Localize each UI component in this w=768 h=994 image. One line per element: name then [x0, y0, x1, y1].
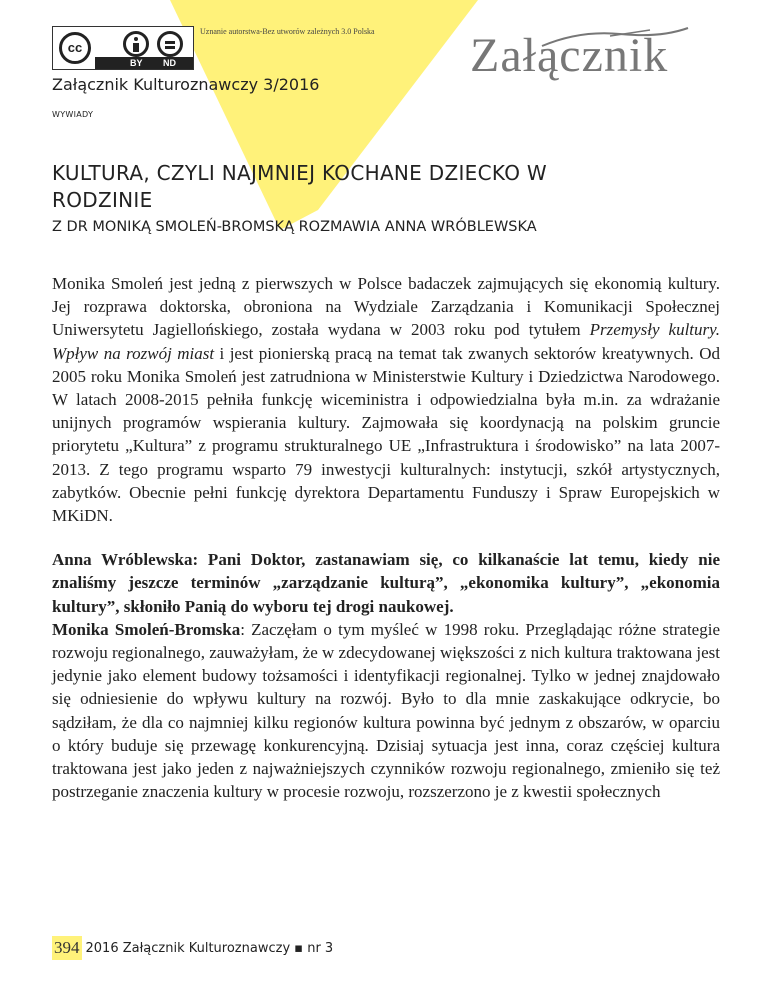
cc-icon: cc: [59, 32, 91, 64]
footer-label: 2016 Załącznik Kulturoznawczy ▪ nr 3: [85, 940, 334, 956]
answer-speaker: Monika Smoleń-Bromska: [52, 619, 241, 639]
question-text: Anna Wróblewska: Pani Doktor, zastanawiam się, co kilkanaście lat temu, kiedy nie znaliśmy jeszcze terminów „zarządzanie kulturą”, „ekonomika kultury”, „ekonomia kultury”, skłoniło Panią do wyboru tej drogi naukowej.: [52, 550, 720, 616]
interview-answer: [52, 618, 720, 804]
book-title: Przemysły kultury. Wpływ na rozwój miast: [52, 320, 720, 363]
journal-name: Załącznik Kulturoznawczy 3/2016: [52, 75, 320, 94]
intro-text-start: Monika Smoleń jest jedną z pierwszych w Polsce badaczek zajmujących się ekonomią kultury. Jej rozprawa doktorska, obroniona na Wydziale Zarządzania i Komunikacji Społecznej Uniwersytetu Jagiellońskiego, została wydana w 2003 roku pod tytułem: [52, 274, 720, 340]
article-subtitle: Z DR MONIKĄ SMOLEŃ-BROMSKĄ ROZMAWIA ANNA WRÓBLEWSKA: [52, 219, 537, 235]
page-number: 394: [52, 936, 82, 960]
answer-text: : Zaczęłam o tym myśleć w 1998 roku. Przeglądając różne strategie rozwoju regionalnego, zauważyłam, że w zdecydowanej większości z nich kultura traktowana jest jedynie jako element budowy tożsamości i identyfikacji regionalnej. Tylko w jednej znajdowało się odniesienie do wpływu kultury na rozwój. Było to dla mnie zaskakujące odkrycie, bo sądziłam, że dla co najmniej kilku regionów kultura powinna być jednym z obszarów, w oparciu o który buduje się przewagę konkurencyjną. Dzisiaj sytuacja jest inna, coraz częściej kultura traktowana jest jako jeden z najważniejszych czynników rozwoju regionalnego, zmieniło się też postrzeganie znaczenia kultury w procesie rozwoju, rozszerzono je z kwestii społecznych: [52, 619, 720, 802]
intro-text-end: i jest pionierską pracą na temat tak zwanych sektorów kreatywnych. Od 2005 roku Monika Smoleń jest zatrudniona w Ministerstwie Kultury i Dziedzictwa Narodowego. W latach 2008-2015 pełniła funkcję wiceministra i odpowiedzialna była m.in. za wdrażanie unijnych programów wspierania kultury. Zajmowała się koordynacją na polskim gruncie priorytetu „Kultura” z programu strukturalnego UE „Infrastruktura i środowisko” na lata 2007-2013. Z tego programu wsparto 79 inwestycji kulturalnych: instytucji, szkół artystycznych, zabytków. Obecnie pełni funkcję dyrektora Departamentu Funduszy i Spraw Europejskich w MKiDN.: [52, 343, 720, 526]
journal-logo: Załącznik: [470, 29, 669, 82]
page-footer: [52, 936, 333, 960]
interview-question: [52, 548, 720, 618]
cc-license-badge[interactable]: [52, 26, 194, 70]
section-label: WYWIADY: [52, 110, 94, 119]
article-title: KULTURA, CZYLI NAJMNIEJ KOCHANE DZIECKO W RODZINIE: [52, 161, 547, 212]
cc-badge-bar: [95, 57, 193, 69]
by-label: BY: [130, 58, 143, 68]
license-text: Uznanie autorstwa-Bez utworów zależnych 3.0 Polska: [200, 27, 375, 36]
attribution-icon: [123, 31, 149, 57]
nd-label: ND: [163, 58, 176, 68]
no-derivatives-icon: [157, 31, 183, 57]
intro-paragraph: [52, 272, 720, 527]
article-body: [52, 272, 720, 803]
